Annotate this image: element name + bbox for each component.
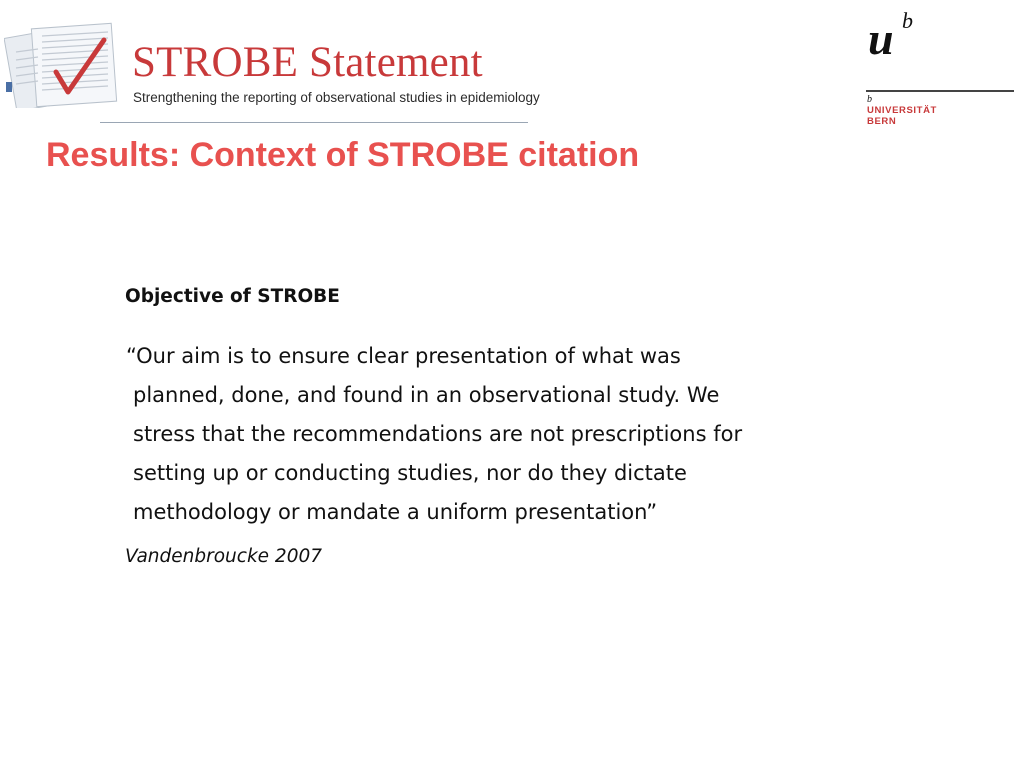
quote-line: planned, done, and found in an observational study. We	[133, 383, 720, 407]
university-small-b: b	[867, 94, 872, 105]
university-bern-logo	[864, 8, 1024, 133]
university-name-line1: UNIVERSITÄT	[867, 105, 937, 116]
quote-block	[126, 337, 886, 532]
brand-subtitle: Strengthening the reporting of observational studies in epidemiology	[133, 90, 540, 105]
brand-title: STROBE Statement	[132, 39, 483, 86]
university-mark: u	[868, 13, 894, 64]
strobe-logo	[0, 10, 540, 120]
university-name-line2: BERN	[867, 116, 897, 127]
university-name	[867, 105, 937, 127]
university-mark-superscript: b	[902, 8, 913, 33]
university-divider	[866, 90, 1014, 92]
quote-line: stress that the recommendations are not prescriptions for	[133, 422, 743, 446]
quote-line: methodology or mandate a uniform presentation”	[133, 500, 658, 524]
slide-title: Results: Context of STROBE citation	[46, 136, 640, 174]
section-heading: Objective of STROBE	[125, 286, 340, 307]
quote-line: “Our aim is to ensure clear presentation of what was	[126, 344, 681, 368]
checkmark-paper-icon	[4, 22, 122, 108]
brand-divider	[100, 122, 528, 123]
citation: Vandenbroucke 2007	[125, 546, 323, 567]
quote-line: setting up or conducting studies, nor do they dictate	[133, 461, 687, 485]
